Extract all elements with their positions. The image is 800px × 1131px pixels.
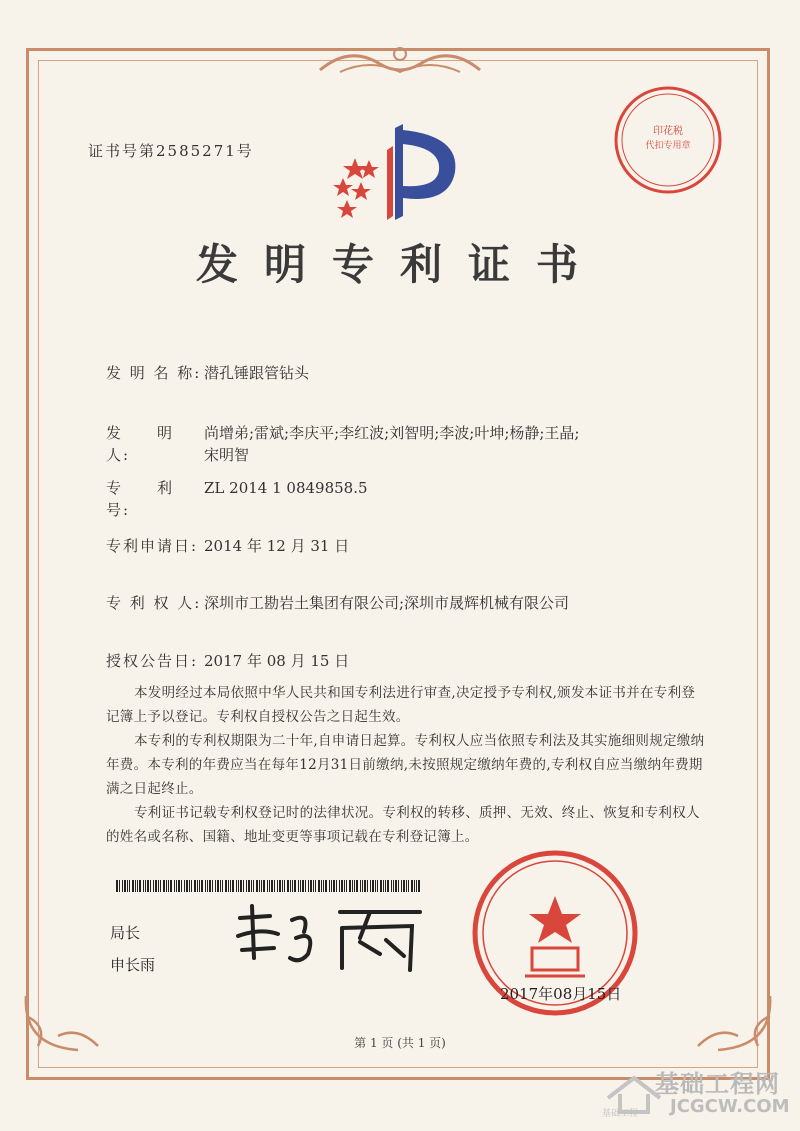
barcode-bar (329, 880, 330, 892)
svg-text:代扣专用章: 代扣专用章 (645, 141, 691, 151)
barcode-bar (139, 880, 141, 892)
barcode-bar (408, 880, 409, 892)
barcode-bar (116, 880, 118, 892)
barcode-bar (336, 880, 337, 892)
barcode-bar (197, 880, 198, 892)
barcode-bar (236, 880, 237, 892)
barcode-bar (387, 880, 389, 892)
certificate-title: 发明专利证书 (195, 240, 604, 289)
watermark-small-text: 基础工程 (602, 1109, 639, 1119)
barcode-bar (160, 880, 161, 892)
barcode-bar (178, 880, 180, 892)
barcode-bar (325, 880, 327, 892)
barcode-bar (292, 880, 293, 892)
barcode-bar (215, 880, 216, 892)
barcode-bar (279, 880, 281, 892)
field-label: 发 明 名 称: (106, 364, 202, 382)
barcode-bar (271, 880, 273, 892)
barcode-bar (287, 880, 289, 892)
barcode-bar (220, 880, 221, 892)
field-label: 专 利 号: (106, 479, 192, 519)
page-number: 第 1 页 (共 1 页) (354, 1036, 446, 1050)
director-title: 局长 (110, 924, 141, 942)
barcode-bar (331, 880, 332, 892)
barcode-bar (205, 880, 206, 892)
barcode-bar (170, 880, 172, 892)
barcode-bar (259, 880, 260, 892)
barcode-bar (176, 880, 177, 892)
barcode-bar (411, 880, 413, 892)
barcode-bar (380, 880, 382, 892)
barcode-bar (267, 880, 268, 892)
watermark-url: JCGCW.COM (670, 1096, 790, 1117)
barcode-bar (395, 880, 397, 892)
barcode-bar (251, 880, 252, 892)
barcode-bar (367, 880, 368, 892)
barcode-bar (308, 880, 309, 892)
barcode-bar (274, 880, 275, 892)
barcode-bar (391, 880, 392, 892)
barcode-bar (349, 880, 351, 892)
barcode (116, 880, 420, 892)
barcode-bar (222, 880, 223, 892)
field-value: 2017 年 08 月 15 日 (204, 652, 350, 670)
barcode-bar (228, 880, 229, 892)
barcode-bar (201, 880, 203, 892)
barcode-bar (181, 880, 182, 892)
field-label: 专 利 权 人: (106, 594, 202, 612)
barcode-bar (240, 880, 242, 892)
barcode-bar (354, 880, 355, 892)
barcode-bar (414, 880, 415, 892)
barcode-bar (217, 880, 219, 892)
barcode-bar (377, 880, 378, 892)
barcode-bar (302, 880, 304, 892)
barcode-bar (333, 880, 335, 892)
barcode-bar (186, 880, 188, 892)
barcode-bar (191, 880, 192, 892)
barcode-bar (364, 880, 366, 892)
barcode-bar (385, 880, 386, 892)
barcode-bar (232, 880, 234, 892)
barcode-bar (352, 880, 353, 892)
barcode-bar (341, 880, 343, 892)
barcode-bar (269, 880, 270, 892)
barcode-bar (298, 880, 299, 892)
field-label: 授权公告日: (106, 652, 199, 670)
field-value: 深圳市工勘岩土集团有限公司;深圳市晟辉机械有限公司 (204, 594, 570, 612)
barcode-bar (199, 880, 200, 892)
barcode-bar (315, 880, 316, 892)
barcode-bar (290, 880, 291, 892)
barcode-bar (305, 880, 306, 892)
field-value: ZL 2014 1 0849858.5 (204, 479, 368, 497)
barcode-bar (150, 880, 151, 892)
barcode-bar (230, 880, 231, 892)
barcode-bar (147, 880, 149, 892)
barcode-bar (393, 880, 394, 892)
barcode-bar (370, 880, 371, 892)
barcode-bar (372, 880, 374, 892)
barcode-bar (184, 880, 185, 892)
barcode-bar (403, 880, 405, 892)
barcode-bar (174, 880, 175, 892)
barcode-bar (137, 880, 138, 892)
paragraph-grant: 本发明经过本局依照中华人民共和国专利法进行审查,决定授予专利权,颁发本证书并在专利登记簿上予以登记。专利权自授权公告之日起生效。 (106, 685, 696, 725)
barcode-bar (155, 880, 157, 892)
barcode-bar (346, 880, 347, 892)
barcode-bar (300, 880, 301, 892)
seal-date: 2017年08月15日 (500, 985, 622, 1003)
field-invention-name (106, 362, 309, 384)
barcode-bar (318, 880, 320, 892)
tax-stamp-seal-icon (612, 84, 724, 196)
field-publication-date (106, 650, 349, 672)
barcode-bar (253, 880, 254, 892)
barcode-bar (356, 880, 358, 892)
barcode-bar (207, 880, 208, 892)
barcode-bar (238, 880, 239, 892)
barcode-bar (321, 880, 322, 892)
barcode-bar (284, 880, 285, 892)
barcode-bar (163, 880, 165, 892)
watermark-site-name: 基础工程网 (655, 1070, 780, 1098)
paragraph-legal-status: 专利证书记载专利权登记时的法律状况。专利权的转移、质押、无效、终止、恢复和专利权人的姓名或名称、国籍、地址变更等事项记载在专利登记簿上。 (106, 805, 700, 845)
svg-text:印花税: 印花税 (653, 126, 683, 137)
field-patent-number (106, 477, 368, 521)
top-ornament (310, 40, 490, 84)
barcode-bar (194, 880, 196, 892)
barcode-bar (243, 880, 244, 892)
barcode-bar (418, 880, 420, 892)
field-application-date (106, 535, 349, 557)
barcode-bar (127, 880, 128, 892)
barcode-bar (158, 880, 159, 892)
barcode-bar (401, 880, 402, 892)
barcode-bar (339, 880, 340, 892)
barcode-bar (282, 880, 283, 892)
barcode-bar (129, 880, 130, 892)
barcode-bar (143, 880, 144, 892)
barcode-bar (261, 880, 262, 892)
barcode-bar (132, 880, 134, 892)
field-inventors (106, 422, 706, 466)
barcode-bar (406, 880, 407, 892)
cnipa-emblem-icon (325, 120, 475, 225)
barcode-bar (323, 880, 324, 892)
barcode-bar (225, 880, 227, 892)
barcode-bar (248, 880, 250, 892)
field-value: 潜孔锤跟管钻头 (204, 364, 310, 382)
field-label: 专利申请日: (106, 537, 199, 555)
barcode-bar (277, 880, 278, 892)
barcode-bar (375, 880, 376, 892)
field-value: 尚增弟;雷斌;李庆平;李红波;刘智明;李波;叶坤;杨静;王晶;宋明智 (204, 424, 580, 464)
barcode-bar (209, 880, 211, 892)
barcode-bar (153, 880, 154, 892)
barcode-bar (398, 880, 399, 892)
barcode-bar (119, 880, 120, 892)
barcode-bar (189, 880, 190, 892)
field-value: 2014 年 12 月 31 日 (204, 537, 350, 555)
barcode-bar (360, 880, 361, 892)
barcode-bar (145, 880, 146, 892)
barcode-bar (416, 880, 417, 892)
field-label: 发 明 人: (106, 424, 192, 464)
barcode-bar (246, 880, 247, 892)
barcode-bar (122, 880, 123, 892)
barcode-bar (362, 880, 363, 892)
certificate-number: 证书号第2585271号 (88, 142, 254, 160)
barcode-bar (124, 880, 126, 892)
barcode-bar (168, 880, 169, 892)
director-signature (230, 898, 430, 978)
barcode-bar (135, 880, 136, 892)
barcode-bar (263, 880, 265, 892)
barcode-bar (256, 880, 258, 892)
director-name: 申长雨 (110, 956, 156, 974)
barcode-bar (383, 880, 384, 892)
barcode-bar (310, 880, 312, 892)
barcode-bar (344, 880, 345, 892)
barcode-bar (166, 880, 167, 892)
barcode-bar (294, 880, 296, 892)
paragraph-term: 本专利的专利权期限为二十年,自申请日起算。专利权人应当依照专利法及其实施细则规定缴纳年费。本专利的年费应当在每年12月31日前缴纳,未按照规定缴纳年费的,专利权自应当缴纳年费期满之日起终止。 (106, 733, 705, 797)
barcode-bar (313, 880, 314, 892)
barcode-bar (212, 880, 213, 892)
field-patentee (106, 592, 569, 614)
